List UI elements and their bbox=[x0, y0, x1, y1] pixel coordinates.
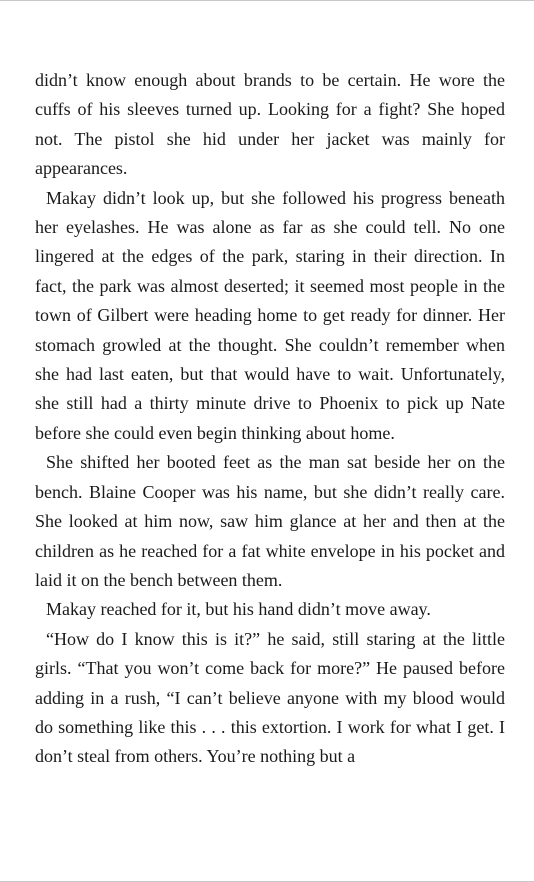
page-text bbox=[35, 66, 505, 772]
paragraph-1: didn’t know enough about brands to be certain. He wore the cuffs of his sleeves turned up. Looking for a fight? She hoped not. The pistol she hid under her jacket was mainly for appearances. bbox=[35, 70, 505, 179]
paragraph-3: She shifted her booted feet as the man sat beside her on the bench. Blaine Cooper was his name, but she didn’t really care. She looked at him now, saw him glance at her and then at the children as he reached for a fat white envelope in his pocket and laid it on the bench between them. bbox=[35, 452, 505, 590]
paragraph-4: Makay reached for it, but his hand didn’t move away. bbox=[46, 599, 431, 620]
paragraph-5: “How do I know this is it?” he said, still staring at the little girls. “That you won’t come back for more?” He paused before adding in a rush, “I can’t believe anyone with my blood would do something like this . . . this extortion. I work for what I get. I don’t steal from others. You’re nothing but a bbox=[35, 628, 505, 767]
paragraph-2: Makay didn’t look up, but she followed his progress beneath her eyelashes. He was alone as far as she could tell. No one lingered at the edges of the park, staring in their direction. In fact, the park was almost deserted; it seemed most people in the town of Gilbert were heading home to get ready for dinner. Her stomach growled at the thought. She couldn’t remember when she had last eaten, but that would have to wait. Unfortunately, she still had a thirty minute drive to Phoenix to pick up Nate before she could even begin thinking about home. bbox=[35, 187, 505, 443]
